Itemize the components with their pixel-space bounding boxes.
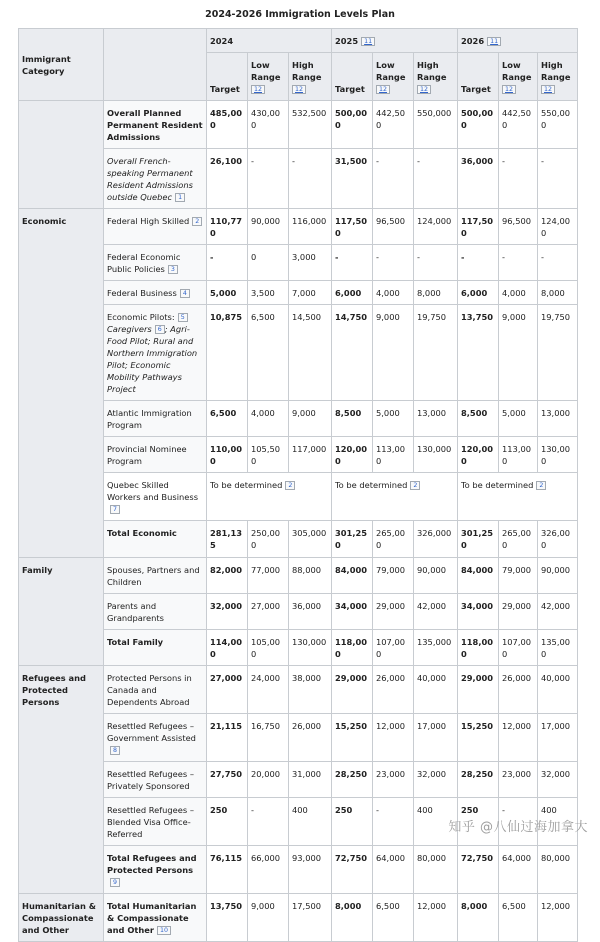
high-range-value: 305,000 — [289, 521, 332, 557]
low-range-value: 265,000 — [499, 521, 538, 557]
table-row — [19, 893, 578, 941]
target-value: 281,135 — [207, 521, 248, 557]
reference-link[interactable]: 2 — [536, 481, 546, 490]
target-value: 29,000 — [458, 665, 499, 713]
subcategory-cell — [104, 437, 207, 473]
subcategory-cell — [104, 845, 207, 893]
high-range-value: 130,000 — [414, 437, 458, 473]
subcategory-cell — [104, 557, 207, 593]
high-range-value: 26,000 — [289, 713, 332, 761]
high-range-value: 124,000 — [538, 209, 578, 245]
reference-link[interactable]: 5 — [178, 313, 188, 322]
to-be-determined-cell — [207, 473, 332, 521]
target-value: 6,000 — [458, 281, 499, 305]
target-value: 250 — [458, 797, 499, 845]
target-value: 15,250 — [332, 713, 373, 761]
target-value: 117,500 — [332, 209, 373, 245]
subcategory-label: Total Refugees and Protected Persons — [107, 852, 197, 875]
target-value: 28,250 — [458, 761, 499, 797]
high-range-value: 135,000 — [538, 629, 578, 665]
subcategory-cell — [104, 209, 207, 245]
target-value: 110,770 — [207, 209, 248, 245]
target-value: 29,000 — [332, 665, 373, 713]
target-value: 34,000 — [458, 593, 499, 629]
target-value: 6,000 — [332, 281, 373, 305]
reference-link[interactable]: 12 — [251, 85, 265, 94]
watermark: 知乎 @八仙过海加拿大 — [448, 820, 588, 835]
subcategory-cell — [104, 593, 207, 629]
subcategory-cell — [104, 893, 207, 941]
subcategory-label: Economic Pilots: — [107, 312, 175, 323]
high-range-value: 19,750 — [414, 305, 458, 401]
high-range-value: 9,000 — [289, 401, 332, 437]
target-value: 10,875 — [207, 305, 248, 401]
high-range-value: 17,000 — [538, 713, 578, 761]
subcategory-label: Overall Planned Permanent Resident Admissions — [107, 108, 203, 143]
subcategory-cell — [104, 797, 207, 845]
low-range-value: 23,000 — [499, 761, 538, 797]
subcategory-label: Federal Business — [107, 288, 177, 299]
target-header: Target — [458, 53, 499, 101]
high-range-value: 400 — [289, 797, 332, 845]
reference-link[interactable]: 12 — [376, 85, 390, 94]
target-value: - — [207, 245, 248, 281]
subcategory-label: Resettled Refugees – Privately Sponsored — [107, 768, 195, 791]
tbd-label: To be determined — [210, 480, 283, 491]
tbd-label: To be determined — [335, 480, 408, 491]
reference-link[interactable]: 3 — [168, 265, 178, 274]
pilot-item: Caregivers — [107, 324, 152, 335]
high-range-value: 124,000 — [414, 209, 458, 245]
low-range-value: 105,000 — [248, 629, 289, 665]
high-range-value: 36,000 — [289, 593, 332, 629]
low-range-value: - — [499, 797, 538, 845]
subcategory-cell — [104, 521, 207, 557]
low-range-value: 27,000 — [248, 593, 289, 629]
high-range-value: 90,000 — [414, 557, 458, 593]
high-range-value: 17,500 — [289, 893, 332, 941]
low-range-value: 265,000 — [373, 521, 414, 557]
subcategory-cell — [104, 761, 207, 797]
low-range-value: 113,000 — [499, 437, 538, 473]
low-range-value: 24,000 — [248, 665, 289, 713]
subcategory-label: Total Humanitarian & Compassionate and Other — [107, 900, 197, 935]
low-range-value: 105,500 — [248, 437, 289, 473]
subcategory-cell — [104, 629, 207, 665]
subcategory-label: Atlantic Immigration Program — [107, 408, 192, 431]
low-range-value: - — [499, 149, 538, 209]
low-range-value: 4,000 — [499, 281, 538, 305]
high-range-value: 8,000 — [538, 281, 578, 305]
low-range-value: 442,500 — [499, 101, 538, 149]
high-range-value: 32,000 — [538, 761, 578, 797]
low-range-value: 12,000 — [373, 713, 414, 761]
low-range-value: 64,000 — [499, 845, 538, 893]
low-range-value: 96,500 — [373, 209, 414, 245]
high-range-label: High Range — [292, 60, 322, 83]
high-range-value: 130,000 — [289, 629, 332, 665]
high-range-value: 326,000 — [538, 521, 578, 557]
low-range-value: 4,000 — [373, 281, 414, 305]
high-range-label: High Range — [417, 60, 447, 83]
reference-link[interactable]: 4 — [180, 289, 190, 298]
table-row — [19, 209, 578, 245]
low-range-value: 29,000 — [373, 593, 414, 629]
low-range-value: 5,000 — [373, 401, 414, 437]
low-range-value: 6,500 — [248, 305, 289, 401]
target-value: 82,000 — [207, 557, 248, 593]
subcategory-label: Overall French-speaking Permanent Resident Admissions outside Quebec — [107, 156, 193, 203]
subcategory-label: Resettled Refugees – Blended Visa Office-Referred — [107, 804, 195, 839]
low-range-value: 29,000 — [499, 593, 538, 629]
category-cell — [19, 101, 104, 209]
low-range-value: 90,000 — [248, 209, 289, 245]
high-range-value: 40,000 — [414, 665, 458, 713]
low-range-value: 107,000 — [373, 629, 414, 665]
high-range-value: 13,000 — [538, 401, 578, 437]
target-value: 301,250 — [458, 521, 499, 557]
low-range-label: Low Range — [502, 60, 532, 83]
target-value: 500,000 — [458, 101, 499, 149]
category-cell: Economic — [19, 209, 104, 557]
high-range-value: - — [414, 149, 458, 209]
high-range-value: 116,000 — [289, 209, 332, 245]
low-range-value: 250,000 — [248, 521, 289, 557]
low-range-value: 107,000 — [499, 629, 538, 665]
table-row — [19, 557, 578, 593]
high-range-value: 3,000 — [289, 245, 332, 281]
reference-link[interactable]: 6 — [155, 325, 165, 334]
low-range-header — [248, 53, 289, 101]
target-value: 118,000 — [458, 629, 499, 665]
target-header: Target — [207, 53, 248, 101]
target-value: - — [332, 245, 373, 281]
to-be-determined-cell — [332, 473, 458, 521]
category-header: Immigrant Category — [19, 29, 104, 101]
target-value: - — [458, 245, 499, 281]
high-range-value: 550,000 — [538, 101, 578, 149]
subcategory-cell — [104, 473, 207, 521]
subcategory-label: Federal High Skilled — [107, 216, 190, 227]
low-range-value: 6,500 — [499, 893, 538, 941]
reference-link[interactable]: 2 — [410, 481, 420, 490]
year-header-2026: 2026 11 — [458, 29, 578, 53]
reference-link[interactable]: 11 — [361, 37, 375, 46]
target-value: 31,500 — [332, 149, 373, 209]
high-range-value: - — [289, 149, 332, 209]
to-be-determined-cell — [458, 473, 578, 521]
target-value: 5,000 — [207, 281, 248, 305]
reference-link[interactable]: 9 — [110, 878, 120, 887]
low-range-value: 26,000 — [499, 665, 538, 713]
subcategory-label: Quebec Skilled Workers and Business — [107, 480, 199, 503]
high-range-value: 80,000 — [538, 845, 578, 893]
subcategory-label: Parents and Grandparents — [107, 600, 164, 623]
low-range-value: - — [499, 245, 538, 281]
target-value: 84,000 — [332, 557, 373, 593]
low-range-value: 16,750 — [248, 713, 289, 761]
subcategory-cell — [104, 281, 207, 305]
subcategory-label: Federal Economic Public Policies — [107, 252, 181, 275]
subcategory-label: Provincial Nominee Program — [107, 444, 187, 467]
high-range-value: 12,000 — [414, 893, 458, 941]
low-range-value: 113,000 — [373, 437, 414, 473]
target-value: 72,750 — [332, 845, 373, 893]
page-title: 2024-2026 Immigration Levels Plan — [205, 9, 395, 20]
target-value: 8,500 — [332, 401, 373, 437]
low-range-value: - — [373, 245, 414, 281]
target-value: 27,750 — [207, 761, 248, 797]
target-value: 21,115 — [207, 713, 248, 761]
high-range-value: 42,000 — [414, 593, 458, 629]
reference-link[interactable]: 12 — [502, 85, 516, 94]
target-header: Target — [332, 53, 373, 101]
table-row — [19, 101, 578, 149]
reference-link[interactable]: 7 — [110, 505, 120, 514]
high-range-value: 42,000 — [538, 593, 578, 629]
target-value: 84,000 — [458, 557, 499, 593]
reference-link[interactable]: 12 — [417, 85, 431, 94]
high-range-value: 40,000 — [538, 665, 578, 713]
high-range-value: - — [538, 149, 578, 209]
low-range-value: 3,500 — [248, 281, 289, 305]
target-value: 34,000 — [332, 593, 373, 629]
target-value: 114,000 — [207, 629, 248, 665]
category-cell: Humanitarian & Compassionate and Other — [19, 893, 104, 941]
low-range-value: 66,000 — [248, 845, 289, 893]
target-value: 500,000 — [332, 101, 373, 149]
low-range-header — [499, 53, 538, 101]
reference-link[interactable]: 2 — [192, 217, 202, 226]
subcategory-cell — [104, 713, 207, 761]
target-value: 250 — [207, 797, 248, 845]
target-value: 8,000 — [458, 893, 499, 941]
target-value: 15,250 — [458, 713, 499, 761]
low-range-value: - — [248, 797, 289, 845]
low-range-value: 6,500 — [373, 893, 414, 941]
low-range-label: Low Range — [376, 60, 406, 83]
target-value: 120,000 — [332, 437, 373, 473]
high-range-value: 12,000 — [538, 893, 578, 941]
high-range-value: 19,750 — [538, 305, 578, 401]
reference-link[interactable]: 8 — [110, 746, 120, 755]
target-value: 13,750 — [207, 893, 248, 941]
target-value: 8,000 — [332, 893, 373, 941]
low-range-value: 64,000 — [373, 845, 414, 893]
high-range-header — [538, 53, 578, 101]
target-value: 117,500 — [458, 209, 499, 245]
target-value: 110,000 — [207, 437, 248, 473]
target-value: 8,500 — [458, 401, 499, 437]
low-range-value: 79,000 — [373, 557, 414, 593]
target-value: 13,750 — [458, 305, 499, 401]
target-value: 14,750 — [332, 305, 373, 401]
low-range-value: 9,000 — [499, 305, 538, 401]
high-range-value: 550,000 — [414, 101, 458, 149]
low-range-value: 23,000 — [373, 761, 414, 797]
high-range-value: - — [538, 245, 578, 281]
high-range-value: 135,000 — [414, 629, 458, 665]
high-range-header — [414, 53, 458, 101]
target-value: 250 — [332, 797, 373, 845]
low-range-value: 9,000 — [373, 305, 414, 401]
tbd-label: To be determined — [461, 480, 534, 491]
high-range-value: 532,500 — [289, 101, 332, 149]
reference-link[interactable]: 12 — [292, 85, 306, 94]
subcategory-cell — [104, 305, 207, 401]
target-value: 301,250 — [332, 521, 373, 557]
low-range-value: - — [248, 149, 289, 209]
low-range-value: 20,000 — [248, 761, 289, 797]
high-range-value: 8,000 — [414, 281, 458, 305]
immigration-levels-table — [18, 28, 578, 942]
target-value: 27,000 — [207, 665, 248, 713]
subcategory-cell — [104, 101, 207, 149]
low-range-value: 12,000 — [499, 713, 538, 761]
high-range-header — [289, 53, 332, 101]
low-range-value: 5,000 — [499, 401, 538, 437]
low-range-header — [373, 53, 414, 101]
subcategory-label: Total Family — [107, 636, 164, 647]
target-value: 118,000 — [332, 629, 373, 665]
high-range-value: 31,000 — [289, 761, 332, 797]
subcategory-label: Spouses, Partners and Children — [107, 564, 200, 587]
high-range-value: 400 — [414, 797, 458, 845]
high-range-value: 32,000 — [414, 761, 458, 797]
table-row — [19, 665, 578, 713]
reference-link[interactable]: 12 — [541, 85, 555, 94]
target-value: 485,000 — [207, 101, 248, 149]
reference-link[interactable]: 10 — [157, 926, 171, 935]
high-range-value: 7,000 — [289, 281, 332, 305]
low-range-value: - — [373, 149, 414, 209]
subcategory-label: Protected Persons in Canada and Dependents Abroad — [107, 672, 192, 707]
reference-link[interactable]: 2 — [285, 481, 295, 490]
low-range-value: - — [373, 797, 414, 845]
high-range-label: High Range — [541, 60, 571, 83]
low-range-value: 77,000 — [248, 557, 289, 593]
target-value: 120,000 — [458, 437, 499, 473]
target-value: 36,000 — [458, 149, 499, 209]
reference-link[interactable]: 1 — [175, 193, 185, 202]
year-header-2025: 2025 11 — [332, 29, 458, 53]
high-range-value: 13,000 — [414, 401, 458, 437]
high-range-value: - — [414, 245, 458, 281]
low-range-value: 26,000 — [373, 665, 414, 713]
subcategory-cell — [104, 401, 207, 437]
low-range-value: 4,000 — [248, 401, 289, 437]
category-cell: Family — [19, 557, 104, 665]
target-value: 76,115 — [207, 845, 248, 893]
subcategory-cell — [104, 245, 207, 281]
high-range-value: 88,000 — [289, 557, 332, 593]
category-cell: Refugees and Protected Persons — [19, 665, 104, 893]
year-header-2024: 2024 — [207, 29, 332, 53]
target-value: 26,100 — [207, 149, 248, 209]
target-value: 32,000 — [207, 593, 248, 629]
high-range-value: 90,000 — [538, 557, 578, 593]
target-value: 6,500 — [207, 401, 248, 437]
target-value: 28,250 — [332, 761, 373, 797]
high-range-value: 326,000 — [414, 521, 458, 557]
target-value: 72,750 — [458, 845, 499, 893]
low-range-value: 9,000 — [248, 893, 289, 941]
subcategory-cell — [104, 149, 207, 209]
high-range-value: 38,000 — [289, 665, 332, 713]
low-range-value: 79,000 — [499, 557, 538, 593]
low-range-value: 96,500 — [499, 209, 538, 245]
high-range-value: 400 — [538, 797, 578, 845]
reference-link[interactable]: 11 — [487, 37, 501, 46]
low-range-value: 442,500 — [373, 101, 414, 149]
high-range-value: 93,000 — [289, 845, 332, 893]
pilot-items-rest: ; Agri-Food Pilot; Rural and Northern Immigration Pilot; Economic Mobility Pathways Project — [107, 324, 198, 395]
subcategory-label: Total Economic — [107, 528, 177, 539]
high-range-value: 17,000 — [414, 713, 458, 761]
low-range-value: 0 — [248, 245, 289, 281]
low-range-label: Low Range — [251, 60, 281, 83]
high-range-value: 80,000 — [414, 845, 458, 893]
subcategory-label: Resettled Refugees – Government Assisted — [107, 720, 196, 743]
subcategory-cell — [104, 665, 207, 713]
high-range-value: 117,000 — [289, 437, 332, 473]
high-range-value: 14,500 — [289, 305, 332, 401]
high-range-value: 130,000 — [538, 437, 578, 473]
low-range-value: 430,000 — [248, 101, 289, 149]
subcategory-header — [104, 29, 207, 101]
